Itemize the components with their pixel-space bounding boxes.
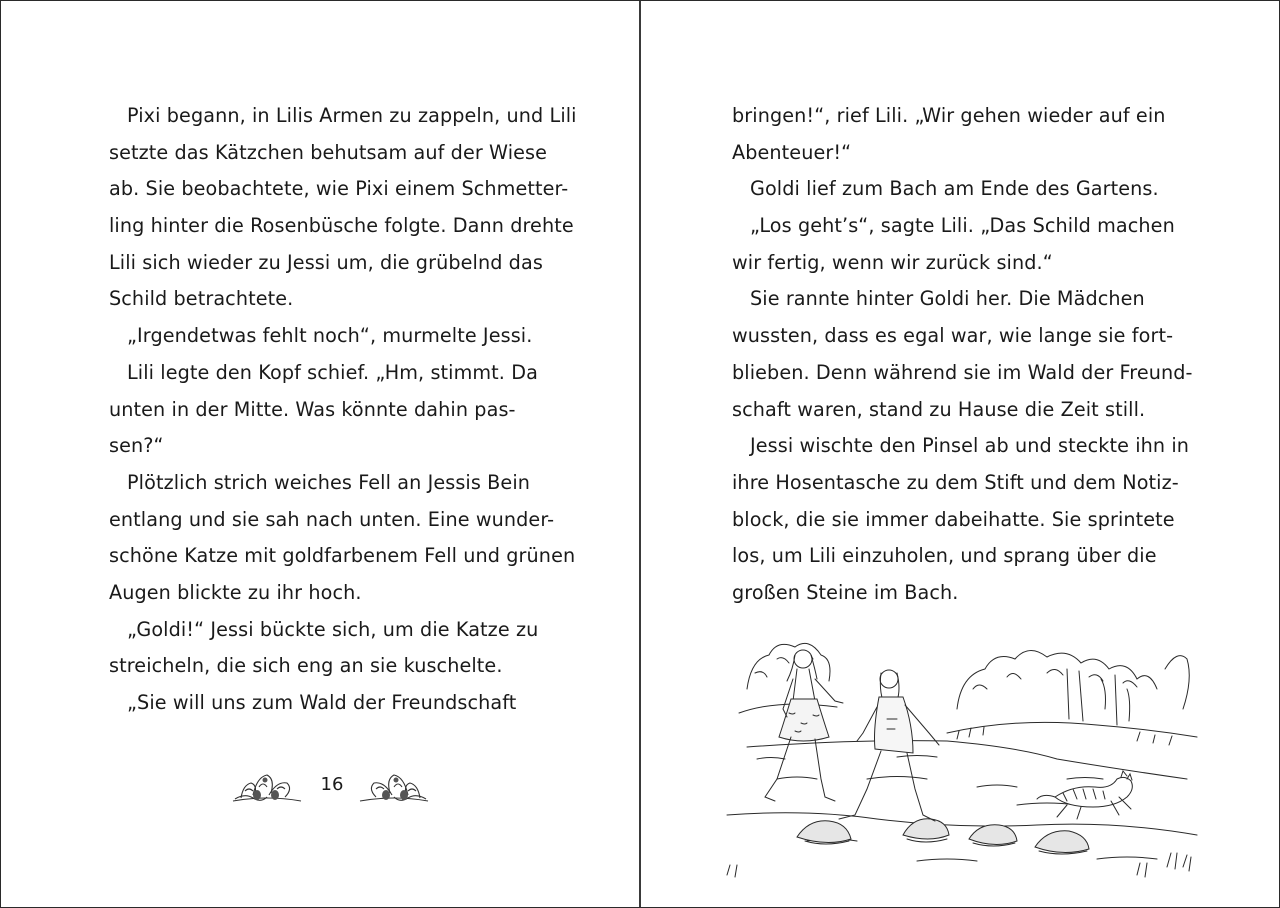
text-line: unten in der Mitte. Was könnte dahin pas-: [109, 397, 516, 421]
text-line: Lili sich wieder zu Jessi um, die grübelnd das: [109, 250, 543, 274]
text-line: „Los geht’s“, sagte Lili. „Das Schild machen: [750, 214, 1175, 238]
text-line: schöne Katze mit goldfarbenem Fell und grünen: [109, 544, 576, 568]
text-line: setzte das Kätzchen behutsam auf der Wiese: [109, 140, 548, 164]
text-line: Jessi wischte den Pinsel ab und steckte ihn in: [750, 434, 1190, 458]
text-line: schaft waren, stand zu Hause die Zeit still.: [732, 397, 1146, 421]
text-line: „Irgendetwas fehlt noch“, murmelte Jessi.: [127, 324, 533, 348]
text-line: block, die sie immer dabeihatte. Sie sprintete: [732, 507, 1175, 531]
text-line: wussten, dass es egal war, wie lange sie fort-: [732, 324, 1174, 348]
text-line: ling hinter die Rosenbüsche folgte. Dann drehte: [109, 214, 574, 238]
text-line: entlang und sie sah nach unten. Eine wunder-: [109, 507, 555, 531]
text-line: großen Steine im Bach.: [732, 580, 959, 604]
text-line: Pixi begann, in Lilis Armen zu zappeln, und Lili: [127, 104, 577, 127]
text-line: bringen!“, rief Lili. „Wir gehen wieder auf ein: [732, 104, 1166, 127]
text-line: „Goldi!“ Jessi bückte sich, um die Katze zu: [127, 617, 539, 641]
text-line: Goldi lief zum Bach am Ende des Gartens.: [750, 177, 1159, 201]
text-line: sen?“: [109, 434, 164, 458]
girls-crossing-brook-illustration: [717, 629, 1207, 891]
text-line: „Sie will uns zum Wald der Freundschaft: [127, 691, 517, 714]
right-page-text: [732, 98, 1202, 612]
text-line: Plötzlich strich weiches Fell an Jessis Bein: [127, 470, 531, 494]
left-page-text: [109, 98, 579, 722]
floral-ornament-left-icon: [231, 765, 303, 805]
text-line: blieben. Denn während sie im Wald der Freund-: [732, 360, 1193, 384]
text-line: Lili legte den Kopf schief. „Hm, stimmt. Da: [127, 360, 538, 384]
page-number: 16: [320, 774, 344, 795]
text-line: wir fertig, wenn wir zurück sind.“: [732, 250, 1053, 274]
text-line: ab. Sie beobachtete, wie Pixi einem Schmetter-: [109, 177, 569, 201]
floral-ornament-right-icon: [358, 765, 430, 805]
text-line: Schild betrachtete.: [109, 287, 294, 311]
text-line: Augen blickte zu ihr hoch.: [109, 580, 362, 604]
text-line: Sie rannte hinter Goldi her. Die Mädchen: [750, 287, 1145, 311]
text-line: streicheln, die sich eng an sie kuschelte.: [109, 654, 503, 678]
text-line: ihre Hosentasche zu dem Stift und dem Notiz-: [732, 470, 1179, 494]
page-gutter: [639, 1, 641, 907]
text-line: los, um Lili einzuholen, und sprang über die: [732, 544, 1157, 568]
text-line: Abenteuer!“: [732, 140, 852, 164]
